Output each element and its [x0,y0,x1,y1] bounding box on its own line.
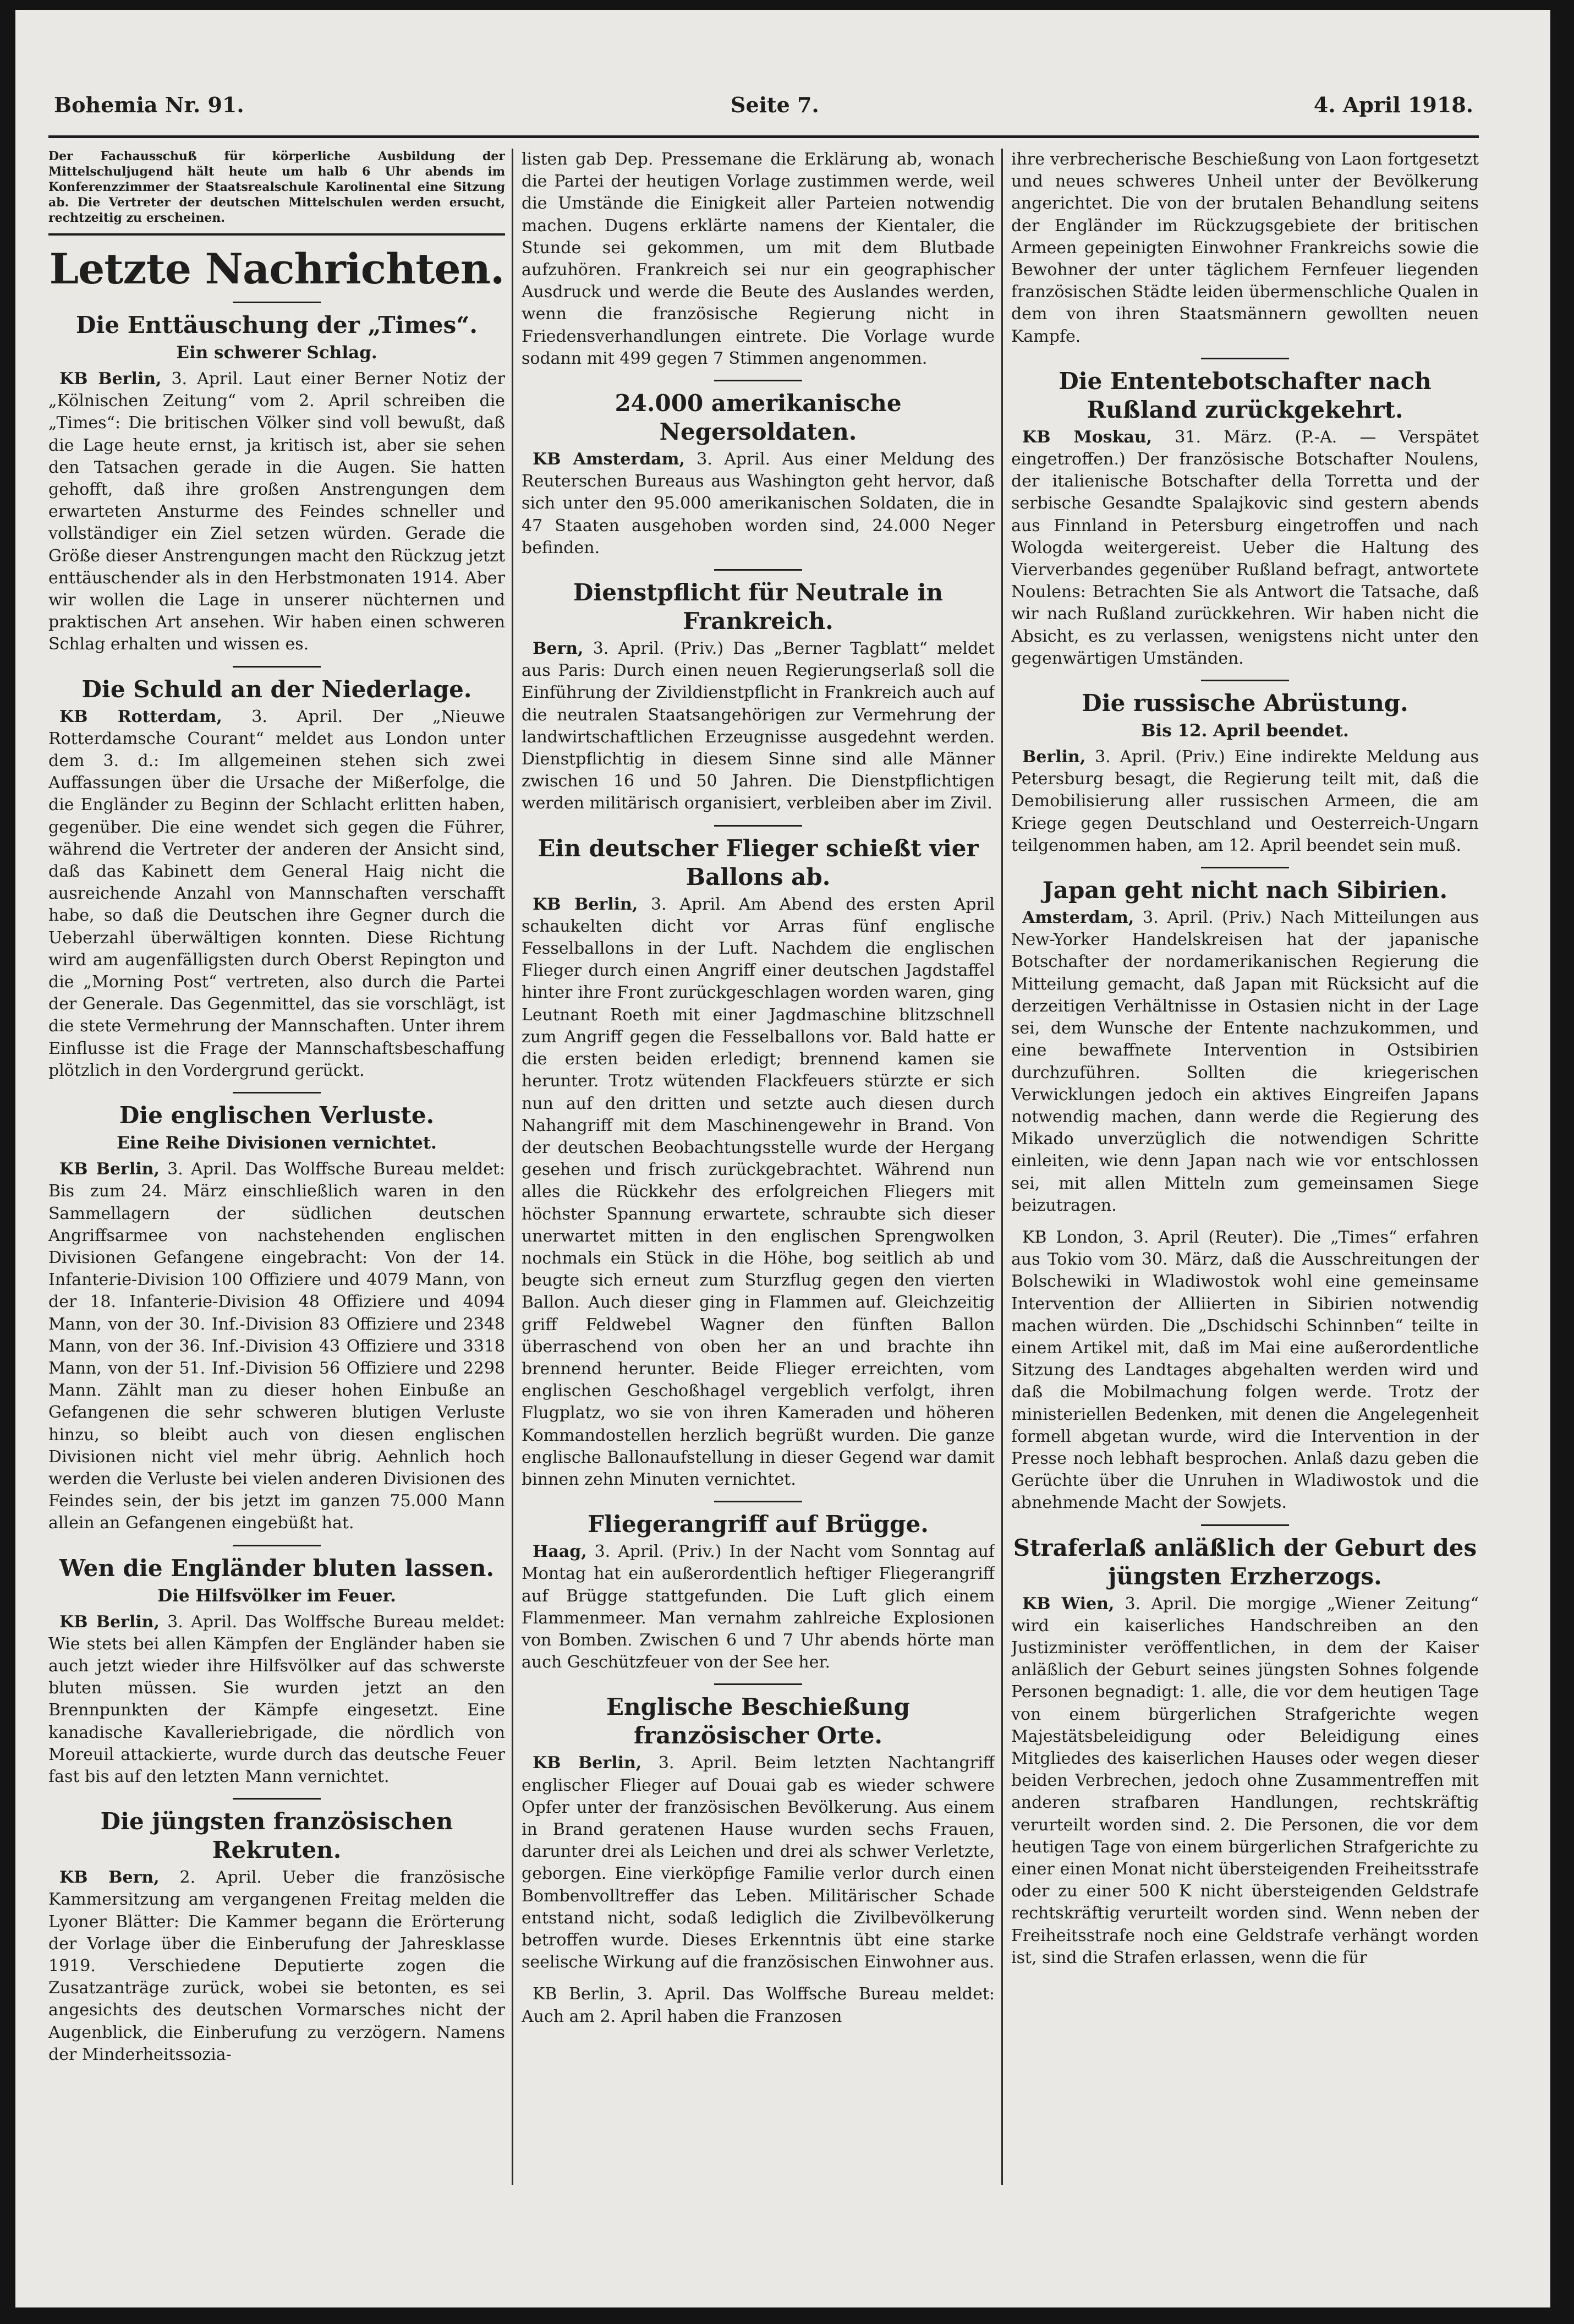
article-headline: Die Ententebotschafter nach Rußland zurückgekehrt. [1059,367,1432,423]
page-header [54,92,1473,125]
article-text: 3. April. Die morgige „Wiener Zeitung“ wird ein kaiserliches Handschreiben an den Justizminister veröffentlichen, in dem der Kaiser anläßlich der Geburt seines jüngsten Sohnes folgende Personen begnadigt: 1. alle, die vor dem heutigen Tage von einem bürgerlichen Strafgerichte wegen Majestätsbeleidigung oder Beleidigung eines Mitgliedes des kaiserlichen Hauses oder wegen dieser beiden Verbrechen, jedoch ohne Zusammentreffen mit anderen strafbaren Handlungen, rechtskräftig verurteilt worden sind. 2. Die Personen, die vor dem heutigen Tage von einem bürgerlichen Strafgerichte zu einer einen Monat nicht übersteigenden Freiheitsstrafe oder zu einer 500 K nicht übersteigenden Geldstrafe rechtskräftig verurteilt worden sind. Wenn neben der Freiheitsstrafe noch eine Geldstrafe verhängt worden ist, sind die Strafen erlassen, wenn die für [1011,1594,1479,1967]
column-3-articles [1011,358,1479,1969]
article [1011,358,1479,670]
column-1 [48,149,505,2196]
divider [714,380,802,381]
article-headline: Die Schuld an der Niederlage. [81,675,472,703]
article-paragraph [522,1541,995,1674]
article-paragraph [1011,1593,1479,1969]
article [522,1683,995,2027]
divider [233,302,321,303]
column-1-articles [48,302,505,2066]
continued-text: ihre verbrecherische Beschießung von Laon fortgesetzt und neues schweres Unheil unter der Bevölkerung angerichtet. Die von der brutalen Behandlung seitens der Engländer im Rückzugsgebiete der britischen Armeen gepeinigten Einwohner Frankreichs sowie die Bewohner der unter täglichem Fernfeuer liegenden französischen Städte leiden übermenschliche Qualen in dem von ihren Staatsmännern gewollten neuen Kampfe. [1011,150,1479,346]
dateline: KB Amsterdam, [533,450,685,469]
header-rule [48,135,1479,138]
column-divider [512,149,513,2185]
header-masthead: Bohemia Nr. 91. [54,92,244,117]
dateline: KB Berlin, [533,894,638,914]
article-paragraph [48,1158,505,1534]
dateline: KB Berlin, [533,1753,642,1773]
article [522,825,995,1491]
article-subheadline: Eine Reihe Divisionen vernichtet. [117,1133,437,1153]
dateline: Amsterdam, [1022,908,1134,928]
article [48,1545,505,1789]
article-headline: Die russische Abrüstung. [1082,690,1408,717]
divider [233,1798,321,1800]
article-text: KB London, 3. April (Reuter). Die „Times“ erfahren aus Tokio vom 30. März, daß die Ausschreitungen der Bolschewiki in Wladiwostok wohl eine gemeinsame Intervention der Alliierten in Sibirien notwendig machen würden. Die „Dschidschi Schinnben“ teilte in einem Artikel mit, daß im Mai eine außerordentliche Sitzung des Landtages abgehalten werden wird und daß die Mobilmachung folgen werde. Trotz der ministeriellen Bedenken, mit denen die Angelegenheit formell abgetan wurde, wird die Intervention in der Presse noch lebhaft besprochen. Anlaß dazu geben die Gerüchte über die Unruhen in Wladiwostok und die abnehmende Macht der Sowjets. [1011,1227,1479,1513]
article [522,569,995,815]
article-paragraph [1011,1227,1479,1514]
article-headline: Die englischen Verluste. [119,1102,435,1129]
article-text: 3. April. (Priv.) Nach Mitteilungen aus New-Yorker Handelskreisen hat der japanische Botschafter der nordamerikanischen Regierung die Mitteilung gemacht, daß Japan mit Rücksicht auf die derzeitigen Verhältnisse in Ostasien nicht in der Lage sei, dem Wunsche der Entente nachzukommen, und eine bewaffnete Intervention in Ostsibirien durchzuführen. Sollten die kriegerischen Verwicklungen jedoch ein aktives Eingreifen Japans notwendig machen, dann werde die Regierung des Mikado unverzüglich die notwendigen Schritte einleiten, wie denn Japan nach wie vor entschlossen sei, mit allen Mitteln zum gemeinsamen Siege beizutragen. [1011,908,1479,1215]
dateline: Haag, [533,1542,587,1562]
dateline: Bern, [533,639,584,659]
article-subheadline: Ein schwerer Schlag. [176,343,377,363]
article [522,380,995,559]
dateline: Berlin, [1022,747,1086,767]
article-text: 3. April. (Priv.) Das „Berner Tagblatt“ meldet aus Paris: Durch einen neuen Regierungserlaß soll die Einführung der Zivildienstpflicht in Frankreich auch auf die neutralen Staatsangehörigen zur Vermehrung der landwirtschaftlichen Erzeugnisse ausgedehnt werden. Dienstpflichtig in diesem Sinne sind alle Männer zwischen 16 und 50 Jahren. Die Dienstpflichtigen werden militärisch organisiert, verbleiben aber im Zivil. [522,639,995,813]
article-subheadline: Bis 12. April beendet. [1141,721,1349,741]
article [48,1092,505,1534]
article-paragraph [522,449,995,559]
dateline: KB Moskau, [1022,427,1153,447]
divider [714,569,802,571]
column-3 [1011,149,1479,2196]
article-headline: Die jüngsten französischen Rekruten. [100,1808,453,1864]
article [48,302,505,656]
section-title: Letzte Nachrichten. [49,244,504,293]
article-paragraph [522,894,995,1491]
article-text: 3. April. Am Abend des ersten April schaukelten dicht vor Arras fünf englische Fesselballons in der Luft. Nachdem die englischen Flieger durch einen Angriff einer deutschen Jagdstaffel hinter ihre Front zurückgeschlagen worden waren, ging Leutnant Roeth mit einer Jagdmaschine blitzschnell zum Angriff gegen die Fesselballons vor. Bald hatte er die ersten beiden erledigt; brennend kamen sie herunter. Trotz wütenden Flackfeuers stürzte er sich nun auf den dritten und setzte auch diesen durch Nahangriff mit dem Maschinengewehr in Brand. Von der deutschen Beobachtungsstelle wurde der Hergang gesehen und frisch zurückgebrachtet. Während nun alles die Rückkehr des erfolgreichen Fliegers mit höchster Spannung erwartete, schraubte sich dieser unerwartet mitten in den englischen Sprengwolken nochmals ein Stück in die Höhe, bog seitlich ab und beugte sich erneut zum Sturzflug gegen den vierten Ballon. Auch dieser ging in Flammen auf. Gleichzeitig griff Feldwebel Wagner den fünften Ballon überraschend von oben her an und brachte ihn brennend herunter. Beide Flieger erreichten, vom englischen Geschoßhagel vergeblich verfolgt, ihren Flugplatz, wo sie von ihren Kameraden und höheren Kommandostellen herzlich begrüßt wurden. Die ganze englische Ballonaufstellung in dieser Gegend war damit binnen zehn Minuten vernichtet. [522,894,995,1489]
divider [1201,1524,1289,1526]
article-paragraph [1011,907,1479,1217]
article-text: 3. April. Das Wolffsche Bureau meldet: Bis zum 24. März einschließlich waren in den Sammellagern der südlichen deutschen Angriffsarmee von nachstehenden englischen Divisionen Gefangene eingebracht: Von der 14. Infanterie-Division 100 Offiziere und 4079 Mann, von der 18. Infanterie-Division 48 Offiziere und 4094 Mann, von der 30. Inf.-Division 83 Offiziere und 2348 Mann, von der 36. Inf.-Division 43 Offiziere und 3318 Mann, von der 51. Inf.-Division 56 Offiziere und 2298 Mann. Zählt man zu dieser hohen Einbuße an Gefangenen die sehr schweren blutigen Verluste hinzu, so bleibt auch von diesen englischen Divisionen nicht viel mehr übrig. Aehnlich hoch werden die Verluste bei vielen anderen Divisionen des Feindes sein, der bis jetzt im ganzen 75.000 Mann allein an Gefangenen eingebüßt hat. [48,1160,505,1533]
dateline: KB Berlin, [59,369,162,389]
dateline: KB Rotterdam, [59,707,222,726]
article-paragraph [48,368,505,656]
dateline: KB Berlin, [59,1612,160,1632]
article-headline: Straferlaß anläßlich der Geburt des jüngsten Erzherzogs. [1013,1534,1477,1590]
divider [714,1501,802,1502]
article-text: KB Berlin, 3. April. Das Wolffsche Bureau meldet: Auch am 2. April haben die Franzosen [522,1984,995,2026]
header-page-number: Seite 7. [731,92,819,117]
article-text: 3. April. Der „Nieuwe Rotterdamsche Courant“ meldet aus London unter dem 3. d.: Im allgemeinen stehen sich zwei Auffassungen über die Ursache der Mißerfolge, die die Engländer zu Beginn der Schlacht erlitten haben, gegenüber. Die eine wendet sich gegen die Führer, während die Vertreter der anderen der Ansicht sind, daß das Kabinett dem General Haig nicht die ausreichende Anzahl von Mannschaften verschafft habe, so daß die Deutschen ihre Gegner durch die Ueberzahl überwältigen konnten. Diese Richtung wird am augenfälligsten durch Oberst Repington und die „Morning Post“ vertreten, also durch die Partei der Generale. Das Gegenmittel, das sie vorschlägt, ist die stete Vermehrung der Mannschaften. Unter ihrem Einflusse ist die Frage der Mannschaftsbeschaffung plötzlich in den Vordergrund gerückt. [48,707,505,1080]
column-2-articles [522,380,995,2028]
article-subheadline: Die Hilfsvölker im Feuer. [157,1585,396,1606]
article [48,1798,505,2066]
article-paragraph [522,638,995,815]
divider [48,233,505,236]
article [1011,1524,1479,1969]
article-paragraph [522,1983,995,2027]
column-2 [522,149,995,2196]
article-headline: Die Enttäuschung der „Times“. [75,311,478,338]
article-paragraph [48,1611,505,1789]
article-text: 2. April. Ueber die französische Kammersitzung am vergangenen Freitag melden die Lyoner Blätter: Die Kammer begann die Erörterung der Vorlage über die Einberufung der Jahresklasse 1919. Verschiedene Deputierte zogen die Zusatzanträge zurück, wobei sie betonten, es sei angesichts des deutschen Vormarsches nicht der Augenblick, die Einberufung zu verzögern. Namens der Minderheitssozia- [48,1868,505,2064]
article-paragraph [1011,746,1479,857]
divider [1201,680,1289,681]
article-text: 31. März. (P.-A. — Verspätet eingetroffen.) Der französische Botschafter Noulens, der italienische Botschafter della Torretta und der serbische Gesandte Spalajkovic sind gestern abends aus Finnland in Petersburg eingetroffen und nach Wologda weitergereist. Ueber die Haltung des Vierverbandes gegenüber Rußland befragt, antwortete Noulens: Betrachten Sie als Antwort die Tatsache, daß wir nach Rußland zurückkehren. Wir haben nicht die Absicht, es zu verlassen, wenigstens nicht unter den gegenwärtigen Umständen. [1011,427,1479,668]
divider [714,1683,802,1685]
article-headline: Ein deutscher Flieger schießt vier Ballons ab. [538,834,979,890]
article-headline: Dienstpflicht für Neutrale in Frankreich. [573,579,944,635]
article-text: 3. April. Laut einer Berner Notiz der „Kölnischen Zeitung“ vom 2. April schreiben die „Times“: Die britischen Völker sind voll bewußt, daß die Lage heute ernst, ja kritisch ist, aber sie sehen den Tatsachen gerade in die Augen. Sie hatten gehofft, daß ihre großen Anstrengungen dem erwarteten Ansturme des Feindes schneller und vollständiger ein Ziel setzen würden. Gerade die Größe dieser Anstrengungen macht den Rückzug jetzt enttäuschender als in den Herbstmonaten 1914. Aber wir wollen die Lage in unserer nüchternen und praktischen Art ansehen. Wir haben einen schweren Schlag erhalten und wissen es. [48,369,505,654]
article-headline: Fliegerangriff auf Brügge. [588,1511,929,1538]
article-paragraph [522,1752,995,1973]
divider [714,825,802,827]
divider [233,1545,321,1546]
article [1011,867,1479,1514]
continued-text: listen gab Dep. Pressemane die Erklärung ab, wonach die Partei der heutigen Vorlage zustimmen werde, weil die Umstände die Einigkeit aller Parteien notwendig machen. Dugens erklärte namens der Kientaler, die Stunde sei gekommen, um mit dem Blutbade aufzuhören. Frankreich sei nur ein geographischer Ausdruck und werde die Beute des Auslandes werden, wenn die französische Regierung nicht in Friedensverhandlungen eintrete. Die Vorlage wurde sodann mit 499 gegen 7 Stimmen angenommen. [522,150,995,368]
article-headline: Japan geht nicht nach Sibirien. [1042,877,1448,904]
article-headline: Englische Beschießung französischer Orte. [606,1693,910,1749]
dateline: KB Wien, [1022,1594,1115,1614]
article-text: 3. April. Beim letzten Nachtangriff englischer Flieger auf Douai gab es wieder schwere Opfer unter der französischen Bevölkerung. Aus einem in Brand geratenen Hause wurden sechs Frauen, darunter drei als Leichen und drei als schwer Verletzte, geborgen. Eine vierköpfige Familie verlor durch einen Bombenvolltreffer das Leben. Militärischer Schade entstand nicht, sodaß lediglich die Zivilbevölkerung betroffen wurde. Dieses Erkenntnis übt eine starke seelische Wirkung auf die französischen Einwohner aus. [522,1753,995,1972]
dateline: KB Berlin, [59,1160,160,1179]
article-text: 3. April. Das Wolffsche Bureau meldet: Wie stets bei allen Kämpfen der Engländer haben sie auch jetzt wieder ihre Hilfsvölker auf das schwerste bluten müssen. Sie wurden jetzt an den Brennpunkten der Kämpfe eingesetzt. Eine kanadische Kavalleriebrigade, die nördlich von Moreuil attackierte, wurde durch das deutsche Feuer fast bis auf den letzten Mann vernichtet. [48,1612,505,1786]
article-text: 3. April. Aus einer Meldung des Reuterschen Bureaus aus Washington geht hervor, daß sich unter den 95.000 amerikanischen Soldaten, die in 47 Staaten ausgehoben worden sind, 24.000 Neger befinden. [522,450,995,557]
article-paragraph [48,706,505,1082]
dateline: KB Bern, [59,1868,160,1888]
article-paragraph [1011,426,1479,670]
article [1011,680,1479,857]
newspaper-page [15,10,1550,2307]
article-paragraph [48,1867,505,2066]
article-headline: Wen die Engländer bluten lassen. [59,1554,495,1582]
divider [1201,867,1289,868]
header-date: 4. April 1918. [1313,92,1473,117]
notice: Der Fachausschuß für körperliche Ausbildung der Mittelschuljugend hält heute um halb 6 Uhr abends im Konferenzzimmer der Staatsrealschule Karolinental eine Sitzung ab. Die Vertreter der deutschen Mittelschulen werden ersucht, rechtzeitig zu erscheinen. [48,149,505,225]
article-text: 3. April. (Priv.) Eine indirekte Meldung aus Petersburg besagt, die Regierung teilt mit, daß die Demobilisierung aller russischen Armeen, die am Kriege gegen Deutschland und Oesterreich-Ungarn teilgenommen haben, am 12. April beendet sein muß. [1011,747,1479,855]
article [522,1501,995,1674]
divider [1201,358,1289,359]
divider [233,666,321,668]
divider [233,1092,321,1093]
article [48,666,505,1082]
article-headline: 24.000 amerikanische Negersoldaten. [615,390,902,446]
article-text: 3. April. (Priv.) In der Nacht vom Sonntag auf Montag hat ein außerordentlich heftiger Fliegerangriff auf Brügge stattgefunden. Die Luft glich einem Flammenmeer. Man vernahm zahlreiche Explosionen von Bomben. Zwischen 6 und 7 Uhr abends hörte man auch Geschützfeuer von der See her. [522,1542,995,1672]
column-divider [1001,149,1003,2185]
